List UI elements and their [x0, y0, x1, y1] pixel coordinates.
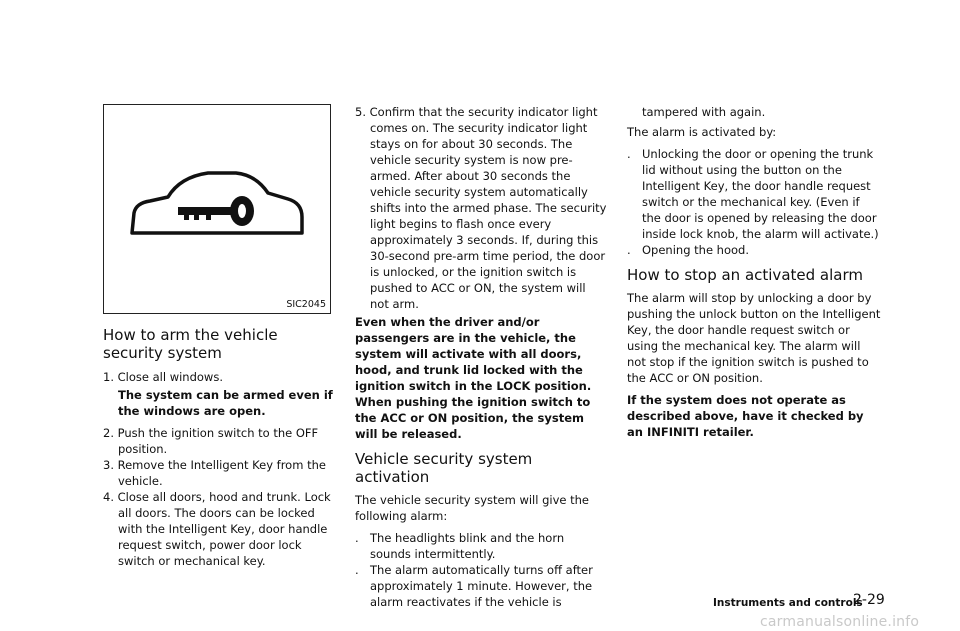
alarm-bullet-1: . The headlights blink and the horn sounds intermittently. — [355, 531, 565, 561]
watermark[interactable]: carmanualsonline.info — [760, 614, 920, 630]
step-5: 5. Confirm that the security indicator light comes on. The security indicator light stays on for about 30 seconds. The vehicle security system is now pre-armed. After about 30 seconds the vehicle security system automatically shifts into the armed phase. The security light begins to flash once every approximately 3 seconds. If, during this 30-second pre-arm time period, the door is unlocked, or the ignition switch is pushed to ACC or ON, the system will not arm. — [355, 105, 607, 311]
step-3: 3. Remove the Intelligent Key from the vehicle. — [103, 458, 326, 488]
bullet-mark: . — [355, 563, 359, 577]
activated-by: The alarm is activated by: — [627, 125, 777, 139]
car-with-key-icon — [128, 167, 308, 247]
section-heading-stop: How to stop an activated alarm — [627, 266, 863, 284]
footer-section-title: Instruments and controls — [713, 597, 863, 609]
left-column — [103, 326, 335, 569]
figure-code: SIC2045 — [286, 299, 326, 310]
alarm-bullet-2: . The alarm automatically turns off after approximately 1 minute. However, the alarm reactivates if the vehicle is — [355, 563, 593, 609]
bullet-mark: . — [627, 243, 631, 257]
bullet-mark: . — [627, 147, 631, 161]
step-1: 1. Close all windows. — [103, 370, 223, 384]
bullet-mark: . — [355, 531, 359, 545]
trigger-bullet-1: . Unlocking the door or opening the trunk lid without using the button on the Intelligent Key, the door handle request switch or the mechanical key. (Even if the door is opened by releasing the door inside lock knob, the alarm will activate.) — [627, 147, 879, 241]
section-heading-activation: Vehicle security system activation — [355, 450, 533, 486]
middle-column — [355, 104, 607, 610]
step-4: 4. Close all doors, hood and trunk. Lock all doors. The doors can be locked with the Intelligent Key, door handle request switch, power door lock switch or mechanical key. — [103, 490, 331, 568]
car-key-illustration — [103, 104, 331, 314]
section-heading-arm: How to arm the vehicle security system — [103, 326, 278, 362]
step-1-note: The system can be armed even if the windows are open. — [118, 388, 333, 418]
right-column — [627, 104, 881, 440]
arming-warning: Even when the driver and/or passengers are in the vehicle, the system will activate with all doors, hood, and trunk lid locked with the ignition switch in the LOCK position. When pushing the ignition switch to the ACC or ON position, the system will be released. — [355, 315, 592, 441]
trigger-bullet-2: . Opening the hood. — [627, 243, 749, 257]
retailer-warning: If the system does not operate as described above, have it checked by an INFINITI retailer. — [627, 393, 864, 439]
continued-text: tampered with again. — [642, 105, 766, 119]
page-number: 2-29 — [853, 592, 885, 608]
step-2: 2. Push the ignition switch to the OFF position. — [103, 426, 319, 456]
activation-intro: The vehicle security system will give the following alarm: — [355, 493, 590, 523]
stop-text: The alarm will stop by unlocking a door by pushing the unlock button on the Intelligent Key, the door handle request switch or using the mechanical key. The alarm will not stop if the ignition switch is pushed to the ACC or ON position. — [627, 291, 881, 385]
